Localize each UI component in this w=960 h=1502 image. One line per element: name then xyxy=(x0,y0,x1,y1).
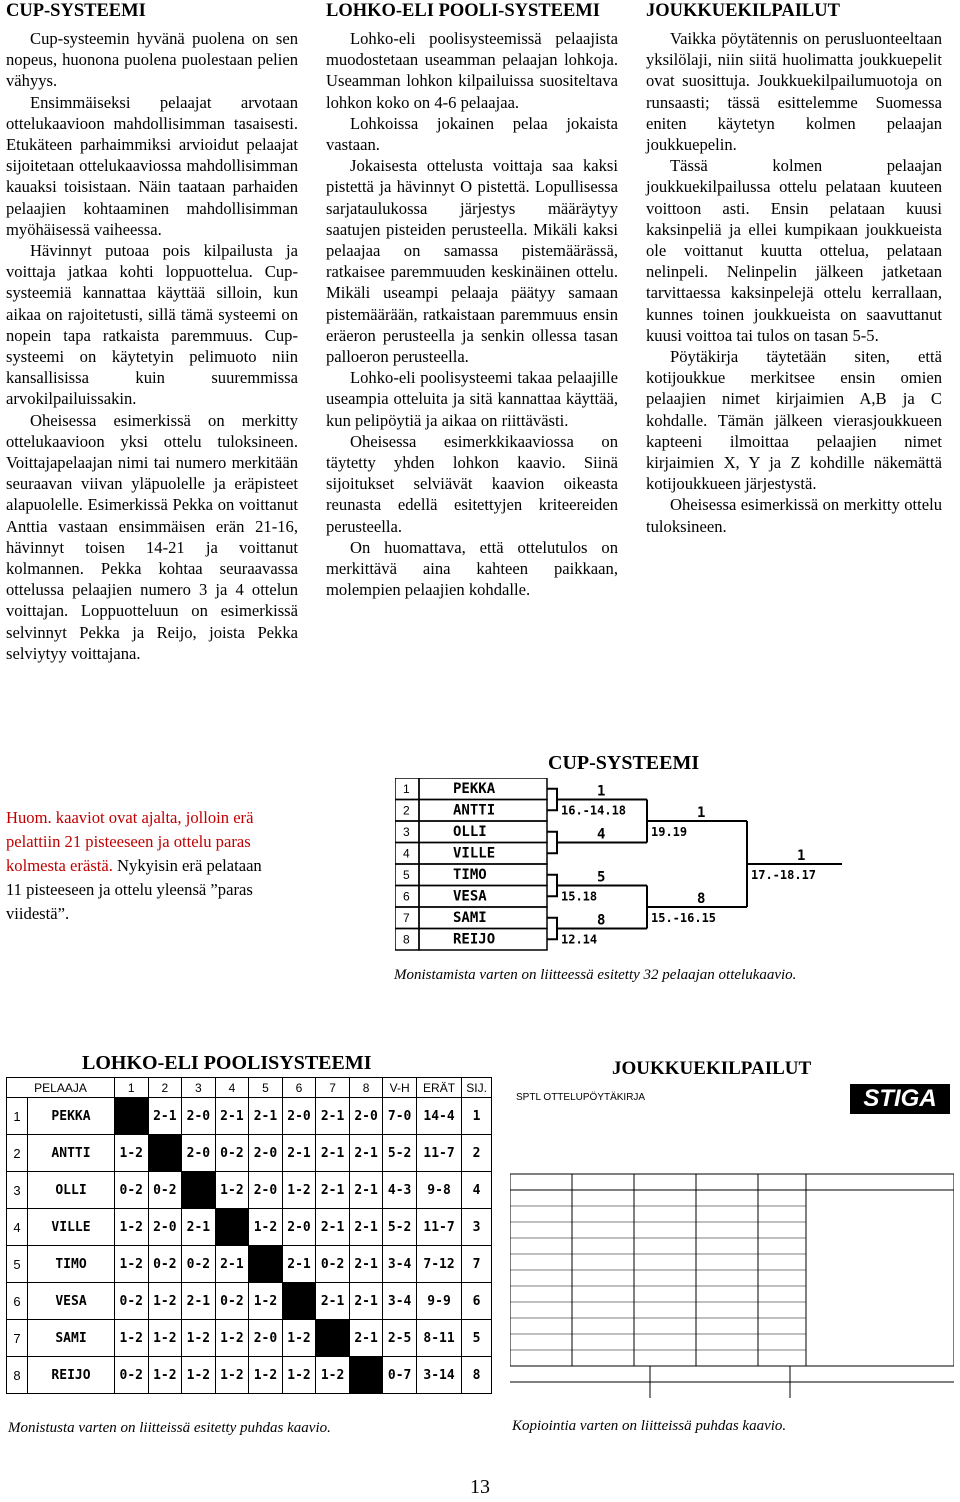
pool-result-cell: 1-2 xyxy=(249,1357,283,1394)
pool-result-cell: 5-2 xyxy=(383,1135,417,1172)
pool-result-cell: 0-7 xyxy=(383,1357,417,1394)
pool-player-name: VILLE xyxy=(28,1209,115,1246)
pool-row-number: 1 xyxy=(7,1098,28,1135)
pool-diagonal-cell xyxy=(115,1098,149,1135)
team-scoresheet xyxy=(510,1086,954,1398)
note xyxy=(6,806,266,926)
pool-result-cell: 2-0 xyxy=(249,1135,283,1172)
bracket-number: 5 xyxy=(403,868,410,882)
pool-result-cell: 9-9 xyxy=(416,1283,461,1320)
column-team xyxy=(646,0,942,537)
bracket-number: 3 xyxy=(403,825,410,839)
bracket-number: 4 xyxy=(403,846,410,861)
bracket-winner: 8 xyxy=(597,912,606,929)
paragraph: Oheisessa esimerkissä on merkitty ottelukaavioon yksi ottelu tuloksineen. Voittajapelaajan nimi tai numero merkitään seuraavan viivan yläpuolelle ja eräpisteet alapuolelle. Esimerkissä Pekka on voittanut Anttia vastaan ensimmäisen erän 21-16, hävinnyt toisen 14-21 ja voittanut kolmannen. Pekka kohtaa seuraavassa ottelussa pelaajien numero 3 ja 4 ottelun voittajan. Loppuotteluun on esimerkissä selvinnyt Pekka ja Reijo, joista Pekka selviytyy voittajana. xyxy=(6,410,298,663)
bracket-score: 16.-14.18 xyxy=(561,803,627,818)
pool-result-cell: 2-1 xyxy=(349,1283,383,1320)
pool-row-number: 5 xyxy=(7,1246,28,1283)
pool-diagonal-cell xyxy=(316,1320,350,1357)
bracket-player-name: SAMI xyxy=(453,910,487,926)
cup-bracket xyxy=(395,778,875,958)
page-number: 13 xyxy=(470,1476,490,1498)
pool-diagonal-cell xyxy=(215,1209,249,1246)
pool-result-cell: 2-0 xyxy=(148,1209,182,1246)
pool-row-number: 3 xyxy=(7,1172,28,1209)
paragraph: Lohko-eli poolisysteemissä pelaajista muodostetaan useamman pelaajan lohkoja. Useamman lohkon kilpailuissa suositeltava lohkon koko on 4-6 pelaajaa. xyxy=(326,29,618,112)
pool-row-number: 4 xyxy=(7,1209,28,1246)
pool-result-cell: 3-14 xyxy=(416,1357,461,1394)
pool-result-cell: 2-1 xyxy=(282,1246,316,1283)
pool-result-cell: 5-2 xyxy=(383,1209,417,1246)
paragraph: Vaikka pöytätennis on perusluonteeltaan yksilölaji, niin siitä huolimatta joukkuepelit ovat suosittuja. Joukkuekilpailumuotoja on runsaasti; tässä esittelemme Suomessa eniten käytetyn kolmen pelaajan joukkuepelin. xyxy=(646,29,942,155)
bracket-number: 7 xyxy=(403,911,410,925)
pool-result-cell: 8-11 xyxy=(416,1320,461,1357)
bracket-line xyxy=(547,789,557,811)
pool-result-cell: 2-1 xyxy=(316,1209,350,1246)
note-black: Nykyisin erä pelataan 11 pisteeseen ja ottelu yleensä ”paras viidestä”. xyxy=(6,856,262,923)
bracket-winner: 1 xyxy=(697,805,706,821)
bracket-player-name: VILLE xyxy=(453,845,496,862)
pool-header-cell: 7 xyxy=(316,1078,350,1098)
pool-result-cell: 1-2 xyxy=(282,1172,316,1209)
pool-result-cell: 0-2 xyxy=(148,1172,182,1209)
bracket-line xyxy=(547,918,557,940)
scoresheet-subtitle: SPTL OTTELUPÖYTÄKIRJA xyxy=(516,1092,646,1103)
bracket-score: 17.-18.17 xyxy=(751,868,817,882)
pool-result-cell: 2-1 xyxy=(316,1135,350,1172)
pool-result-cell: 2-1 xyxy=(316,1172,350,1209)
bracket-player-name: TIMO xyxy=(453,867,487,883)
pool-result-cell: 11-7 xyxy=(416,1135,461,1172)
pool-result-cell: 2-1 xyxy=(349,1135,383,1172)
pool-result-cell: 2-1 xyxy=(349,1246,383,1283)
bracket-winner: 1 xyxy=(597,783,606,800)
bracket-score: 19.19 xyxy=(651,825,688,839)
bracket-player-name: ANTTI xyxy=(453,802,496,819)
pool-result-cell: 2-1 xyxy=(349,1320,383,1357)
pool-result-cell: 1-2 xyxy=(316,1357,350,1394)
bracket-score: 15.18 xyxy=(561,889,598,904)
column-pool xyxy=(326,0,618,600)
pool-table xyxy=(6,1077,492,1394)
pool-result-cell: 2-1 xyxy=(215,1098,249,1135)
pool-result-cell: 2-0 xyxy=(282,1209,316,1246)
pool-diagonal-cell xyxy=(349,1357,383,1394)
paragraph: Tässä kolmen pelaajan joukkuekilpailussa ottelu pelataan kuuteen voittoon asti. Ensin pelataan kuusi kaksinpeliä ja ellei kumpikaan joukkueista ole voittanut kuutta ottelua, pelataan nelinpeli. Nelinpelin jälkeen jatketaan tarvittaessa kaksinpelejä ottelu kerrallaan, kunnes toinen joukkueista on saavuttanut kuusi voittoa tai tulos on tasan 5-5. xyxy=(646,156,942,345)
pool-result-cell: 0-2 xyxy=(115,1283,149,1320)
cup-figure-title: CUP-SYSTEEMI xyxy=(548,752,700,774)
pool-result-cell: 1-2 xyxy=(115,1135,149,1172)
bracket-number: 8 xyxy=(403,932,410,947)
pool-result-cell: 1-2 xyxy=(115,1246,149,1283)
pool-result-cell: 0-2 xyxy=(148,1246,182,1283)
pool-player-name: VESA xyxy=(28,1283,115,1320)
pool-player-name: ANTTI xyxy=(28,1135,115,1172)
pool-player-name: REIJO xyxy=(28,1357,115,1394)
pool-header-cell: V-H xyxy=(383,1078,417,1098)
heading-cup: CUP-SYSTEEMI xyxy=(6,1,146,21)
pool-result-cell: 14-4 xyxy=(416,1098,461,1135)
pool-result-cell: 1-2 xyxy=(182,1320,216,1357)
pool-result-cell: 1-2 xyxy=(249,1283,283,1320)
pool-header-cell: 8 xyxy=(349,1078,383,1098)
pool-result-cell: 4-3 xyxy=(383,1172,417,1209)
bracket-player-name: PEKKA xyxy=(453,781,496,797)
bracket-score: 12.14 xyxy=(561,932,598,947)
pool-player-name: TIMO xyxy=(28,1246,115,1283)
pool-result-cell: 1-2 xyxy=(282,1357,316,1394)
paragraph: Cup-systeemin hyvänä puolena on sen nopeus, huonona puolena puolestaan pelien vähyys. xyxy=(6,29,298,91)
pool-diagonal-cell xyxy=(282,1283,316,1320)
pool-result-cell: 2-0 xyxy=(249,1320,283,1357)
bracket-player-name: REIJO xyxy=(453,931,496,948)
pool-result-cell: 2-1 xyxy=(282,1135,316,1172)
pool-result-cell: 2-0 xyxy=(249,1172,283,1209)
pool-result-cell: 0-2 xyxy=(316,1246,350,1283)
pool-result-cell: 7-0 xyxy=(383,1098,417,1135)
pool-caption: Monistusta varten on liitteissä esitetty puhdas kaavio. xyxy=(8,1420,331,1436)
bracket-number: 6 xyxy=(403,889,410,904)
bracket-score: 15.-16.15 xyxy=(651,911,717,925)
pool-result-cell: 1-2 xyxy=(182,1357,216,1394)
scoresheet-grid xyxy=(510,1086,954,1398)
pool-header-cell: 3 xyxy=(182,1078,216,1098)
pool-result-cell: 2-1 xyxy=(148,1098,182,1135)
team-caption: Kopiointia varten on liitteissä puhdas kaavio. xyxy=(512,1418,787,1434)
bracket-winner: 5 xyxy=(597,869,606,886)
pool-row-number: 7 xyxy=(7,1320,28,1357)
pool-header-cell: PELAAJA xyxy=(7,1078,115,1098)
pool-result-cell: 1-2 xyxy=(148,1283,182,1320)
pool-result-cell: 2-1 xyxy=(316,1098,350,1135)
pool-player-name: SAMI xyxy=(28,1320,115,1357)
bracket-winner: 1 xyxy=(797,848,806,864)
pool-result-cell: 4 xyxy=(462,1172,492,1209)
pool-result-cell: 2 xyxy=(462,1135,492,1172)
pool-result-cell: 5 xyxy=(462,1320,492,1357)
bracket-winner: 4 xyxy=(597,826,606,843)
pool-row-number: 6 xyxy=(7,1283,28,1320)
bracket-number: 1 xyxy=(403,782,410,796)
pool-diagonal-cell xyxy=(148,1135,182,1172)
bracket-number: 2 xyxy=(403,803,410,818)
pool-result-cell: 7 xyxy=(462,1246,492,1283)
column-cup xyxy=(6,0,298,664)
paragraph: Lohko-eli poolisysteemi takaa pelaajille useampia otteluita ja sitä kannattaa käyttää, kun pelipöytiä ja aikaa on riittävästi. xyxy=(326,368,618,430)
pool-result-cell: 8 xyxy=(462,1357,492,1394)
pool-result-cell: 1-2 xyxy=(115,1320,149,1357)
pool-result-cell: 6 xyxy=(462,1283,492,1320)
pool-header-cell: 5 xyxy=(249,1078,283,1098)
pool-header-cell: 2 xyxy=(148,1078,182,1098)
pool-result-cell: 3 xyxy=(462,1209,492,1246)
pool-result-cell: 2-1 xyxy=(249,1098,283,1135)
pool-diagonal-cell xyxy=(182,1172,216,1209)
paragraph: Ensimmäiseksi pelaajat arvotaan ottelukaavioon mahdollisimman tasaisesti. Etukäteen parhaimmiksi arvioidut pelaajat sijoitetaan ottelukaaviossa mahdollisimman kauaksi toisistaan. Näin taataan parhaiden pelaajien kohtaaminen mahdollisimman myöhäisessä vaiheessa. xyxy=(6,92,298,239)
pool-result-cell: 1-2 xyxy=(215,1172,249,1209)
pool-result-cell: 0-2 xyxy=(215,1135,249,1172)
pool-result-cell: 2-1 xyxy=(316,1283,350,1320)
pool-result-cell: 0-2 xyxy=(215,1283,249,1320)
pool-header-cell: SIJ. xyxy=(462,1078,492,1098)
paragraph: Oheisessa esimerkissä on merkitty ottelu tuloksineen. xyxy=(646,495,942,536)
pool-result-cell: 2-0 xyxy=(182,1098,216,1135)
paragraph: Lohkoissa jokainen pelaa jokaista vastaan. xyxy=(326,113,618,155)
bracket-line xyxy=(547,875,557,897)
pool-result-cell: 2-0 xyxy=(282,1098,316,1135)
pool-result-cell: 3-4 xyxy=(383,1246,417,1283)
pool-header-cell: 4 xyxy=(215,1078,249,1098)
pool-result-cell: 2-0 xyxy=(182,1135,216,1172)
bracket-player-name: VESA xyxy=(453,888,487,905)
pool-result-cell: 2-1 xyxy=(349,1172,383,1209)
pool-header-cell: 1 xyxy=(115,1078,149,1098)
bracket-line xyxy=(547,832,557,854)
paragraph: Oheisessa esimerkkikaaviossa on täytetty yhden lohkon kaavio. Siinä sijoitukset selviävät kaavion oikeasta reunasta edellä esitettyjen kriteereiden perusteella. xyxy=(326,431,618,536)
heading-team: JOUKKUEKILPAILUT xyxy=(646,1,840,21)
pool-result-cell: 1-2 xyxy=(148,1320,182,1357)
pool-result-cell: 1-2 xyxy=(148,1357,182,1394)
pool-row-number: 8 xyxy=(7,1357,28,1394)
cup-caption: Monistamista varten on liitteessä esitetty 32 pelaajan ottelukaavio. xyxy=(394,967,797,983)
pool-header-cell: 6 xyxy=(282,1078,316,1098)
pool-result-cell: 1-2 xyxy=(115,1209,149,1246)
pool-result-cell: 3-4 xyxy=(383,1283,417,1320)
pool-diagonal-cell xyxy=(249,1246,283,1283)
paragraph: Jokaisesta ottelusta voittaja saa kaksi pistettä ja hävinnyt O pistettä. Lopullisessa sarjataulukossa järjestys määräytyy saatujen pisteiden perusteella. Mikäli kaksi pelaajaa on samassa pistemäärässä, ratkaisee paremmuuden keskinäinen ottelu. Mikäli useampi pelaaja päätyy samaan pistemäärään, ratkaistaan paremmuus ensin eräeron perusteella ja senkin ollessa tasan palloeron perusteella. xyxy=(326,156,618,367)
stiga-logo: STIGA xyxy=(850,1084,950,1114)
pool-result-cell: 1-2 xyxy=(249,1209,283,1246)
team-figure-title: JOUKKUEKILPAILUT xyxy=(612,1058,812,1079)
pool-result-cell: 0-2 xyxy=(182,1246,216,1283)
pool-result-cell: 2-1 xyxy=(182,1209,216,1246)
pool-row-number: 2 xyxy=(7,1135,28,1172)
pool-result-cell: 2-1 xyxy=(215,1246,249,1283)
pool-result-cell: 1-2 xyxy=(282,1320,316,1357)
bracket-winner: 8 xyxy=(697,891,706,907)
pool-figure-title: LOHKO-ELI POOLISYSTEEMI xyxy=(82,1052,372,1074)
paragraph: Hävinnyt putoaa pois kilpailusta ja voittaja jatkaa kohti loppuottelua. Cup-systeemiä kannattaa käyttää silloin, kun aikaa on rajoitetusti, sillä tämä systeemi on nopein tapa ratkaista paremmuus. Cup-systeemi on käytetyin pelimuoto niin kansallisissa kuin suuremmissa arvokilpailuissakin. xyxy=(6,241,298,409)
pool-result-cell: 9-8 xyxy=(416,1172,461,1209)
pool-result-cell: 11-7 xyxy=(416,1209,461,1246)
pool-result-cell: 1-2 xyxy=(215,1320,249,1357)
paragraph: On huomattava, että ottelutulos on merkittävä aina kahteen paikkaan, molempien pelaajien kohdalle. xyxy=(326,537,618,600)
pool-player-name: OLLI xyxy=(28,1172,115,1209)
pool-result-cell: 7-12 xyxy=(416,1246,461,1283)
pool-result-cell: 2-1 xyxy=(349,1209,383,1246)
pool-header-cell: ERÄT xyxy=(416,1078,461,1098)
pool-result-cell: 0-2 xyxy=(115,1172,149,1209)
pool-result-cell: 1 xyxy=(462,1098,492,1135)
note-red: Huom. kaaviot ovat ajalta, jolloin erä pelattiin 21 pisteeseen ja ottelu paras kolmesta erästä. xyxy=(6,808,254,875)
pool-result-cell: 2-5 xyxy=(383,1320,417,1357)
pool-player-name: PEKKA xyxy=(28,1098,115,1135)
pool-result-cell: 2-1 xyxy=(182,1283,216,1320)
paragraph: Pöytäkirja täytetään siten, että kotijoukkue merkitsee ensin omien pelaajien nimet kirjaimien A,B ja C kohdalle. Tämän jälkeen vierasjoukkueen kapteeni ilmoittaa pelaajien nimet kirjaimien X, Y ja Z kohdille näkemättä kotijoukkueen järjestystä. xyxy=(646,347,942,494)
pool-result-cell: 0-2 xyxy=(115,1357,149,1394)
heading-pool: LOHKO-ELI POOLI-SYSTEEMI xyxy=(326,1,600,21)
pool-result-cell: 1-2 xyxy=(215,1357,249,1394)
pool-result-cell: 2-0 xyxy=(349,1098,383,1135)
bracket-player-name: OLLI xyxy=(453,824,487,840)
